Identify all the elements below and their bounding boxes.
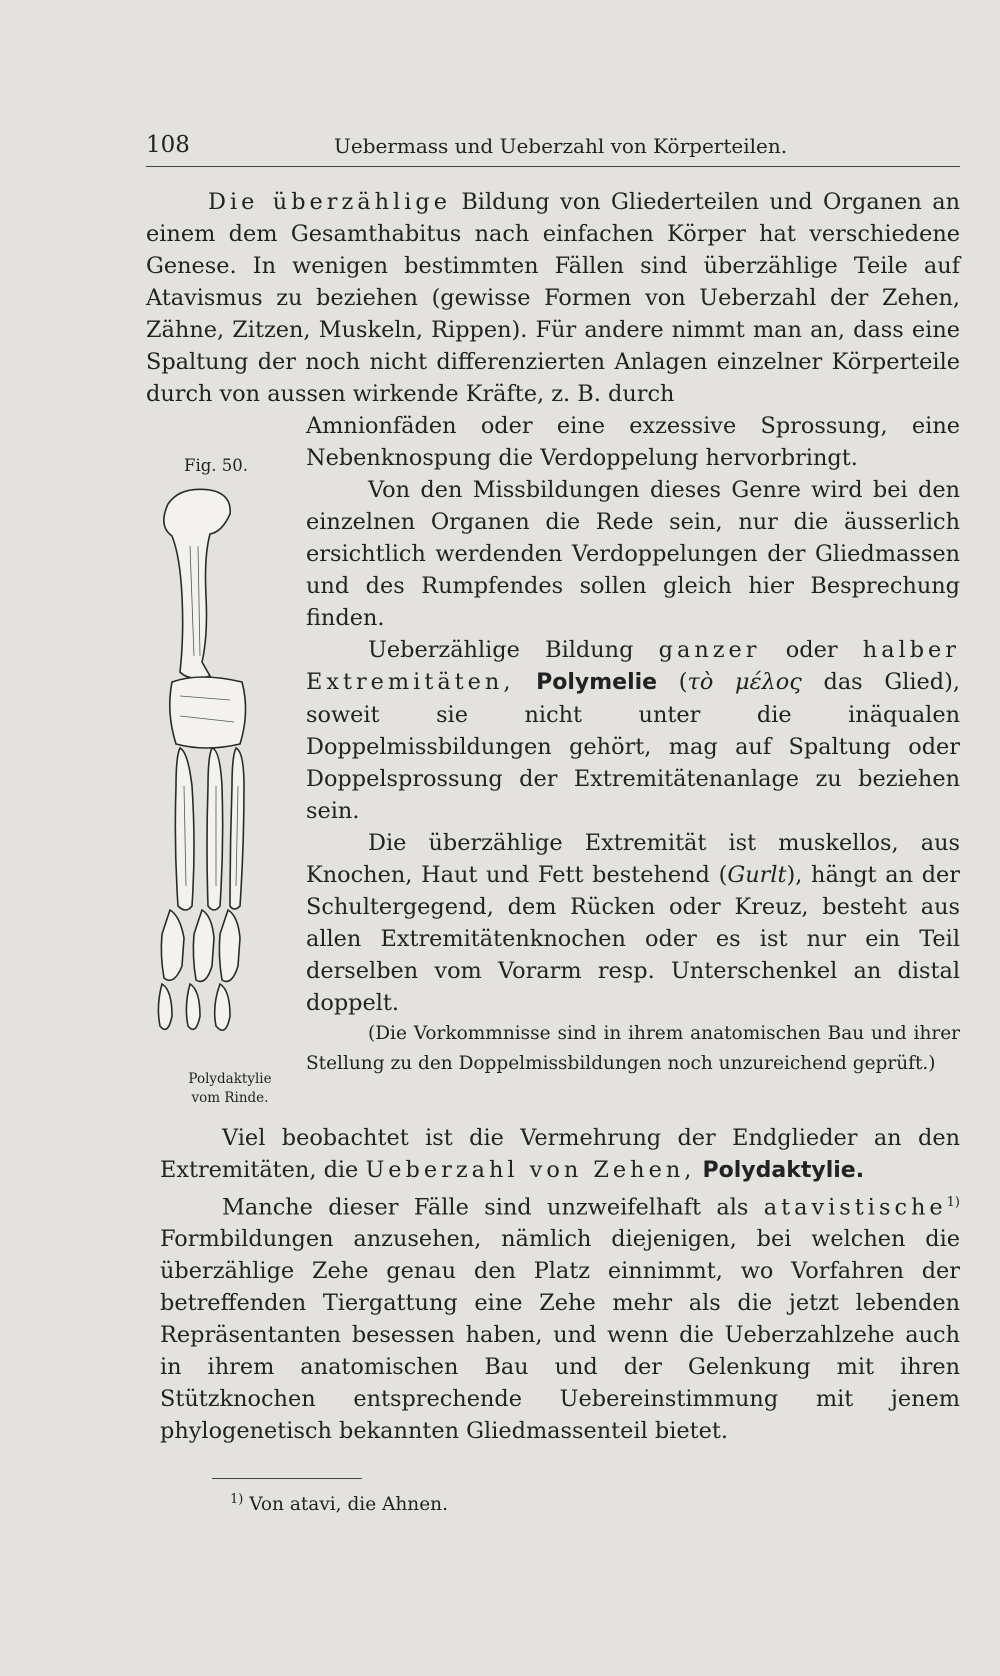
paragraph-polydaktylie: Viel beobachtet ist die Vermehrung der Endglieder an den Extremitäten, die Ueberzahl von Zehen, Polydaktylie. bbox=[160, 1125, 960, 1183]
figure-caption: Polydaktylie vom Rinde. bbox=[188, 1071, 272, 1106]
paragraph-polymelie: Ueberzählige Bildung ganzer oder halber Extremitäten, Polymelie (τὸ μέλος das Glied), soweit sie nicht unter die inäqualen Doppelmissbildungen gehört, mag auf Spaltung oder Doppelsprossung der Extremitätenanlage zu beziehen sein. bbox=[306, 637, 960, 824]
term-polymelie: Polymelie bbox=[536, 670, 658, 695]
figure-label: Fig. 50. bbox=[184, 456, 249, 475]
term-polydaktylie: Polydaktylie. bbox=[702, 1158, 865, 1183]
footnote bbox=[230, 1492, 448, 1515]
text-bottom bbox=[160, 1122, 960, 1447]
paragraph-intro: Die überzählige Bildung von Gliederteilen und Organen an einem dem Gesamthabitus nach einfachen Körper hat verschiedene Genese. In wenigen bestimmten Fällen sind überzählige Teile auf Atavismus zu beziehen (gewisse Formen von Ueberzahl der Zehen, Zähne, Zitzen, Muskeln, Rippen). Für andere nimmt man an, dass eine Spaltung der noch nicht differenzierten Anlagen einzelner Körperteile durch von aussen wirkende Kräfte, z. B. durch bbox=[146, 189, 960, 407]
greek-term: τὸ μέλος bbox=[687, 669, 802, 695]
footnote-rule bbox=[212, 1478, 362, 1479]
paragraph-extremity: Die überzählige Extremität ist muskellos, aus Knochen, Haut und Fett bestehend (Gurlt), hängt an der Schultergegend, dem Rücken oder Kreuz, besteht aus allen Extremitätenknochen oder es ist nur ein Teil derselben vom Vorarm resp. Unterschenkel an distal doppelt. bbox=[306, 830, 960, 1016]
figure-skeleton-illustration bbox=[150, 486, 300, 1056]
author-gurlt: Gurlt bbox=[727, 862, 787, 888]
page-header bbox=[146, 132, 960, 167]
paragraph-genre: Von den Missbildungen dieses Genre wird bei den einzelnen Organen die Rede sein, nur die äusserlich ersichtlich werdenden Verdoppelungen der Gliedmassen und des Rumpfendes sollen gleich hier Besprechung finden. bbox=[306, 477, 960, 631]
paragraph-atavism: Manche dieser Fälle sind unzweifelhaft als atavistische$^{1)}$ Formbildungen anzusehen, nämlich diejenigen, bei welchen die überzählige Zehe genau den Platz einnimmt, wo Vorfahren der betreffenden Tiergattung eine Zehe mehr als die jetzt lebenden Repräsentanten besessen haben, und wenn die Ueberzahlzehe auch in ihrem anatomischen Bau und der Gelenkung mit ihren Stützknochen entsprechende Uebereinstimmung mit jenem phylogenetisch bekannten Gliedmassenteil bietet. bbox=[160, 1194, 960, 1445]
spaced-term: Die überzählige bbox=[208, 189, 451, 215]
footnote-ref: 1) bbox=[946, 1195, 960, 1210]
running-title: Uebermass und Ueberzahl von Körperteilen. bbox=[334, 134, 788, 158]
paragraph-note-small: (Die Vorkommnisse sind in ihrem anatomischen Bau und ihrer Stellung zu den Doppelmissbildungen noch unzureichend geprüft.) bbox=[306, 1023, 960, 1074]
footnote-mark: 1) bbox=[230, 1492, 244, 1507]
footnote-text: Von atavi, die Ahnen. bbox=[243, 1494, 448, 1516]
text-column bbox=[306, 410, 960, 1079]
paragraph-intro-cont: Amnionfäden oder eine exzessive Sprossung, eine Nebenknospung die Verdoppelung hervorbringt. bbox=[306, 413, 960, 471]
page-number: 108 bbox=[146, 132, 190, 158]
